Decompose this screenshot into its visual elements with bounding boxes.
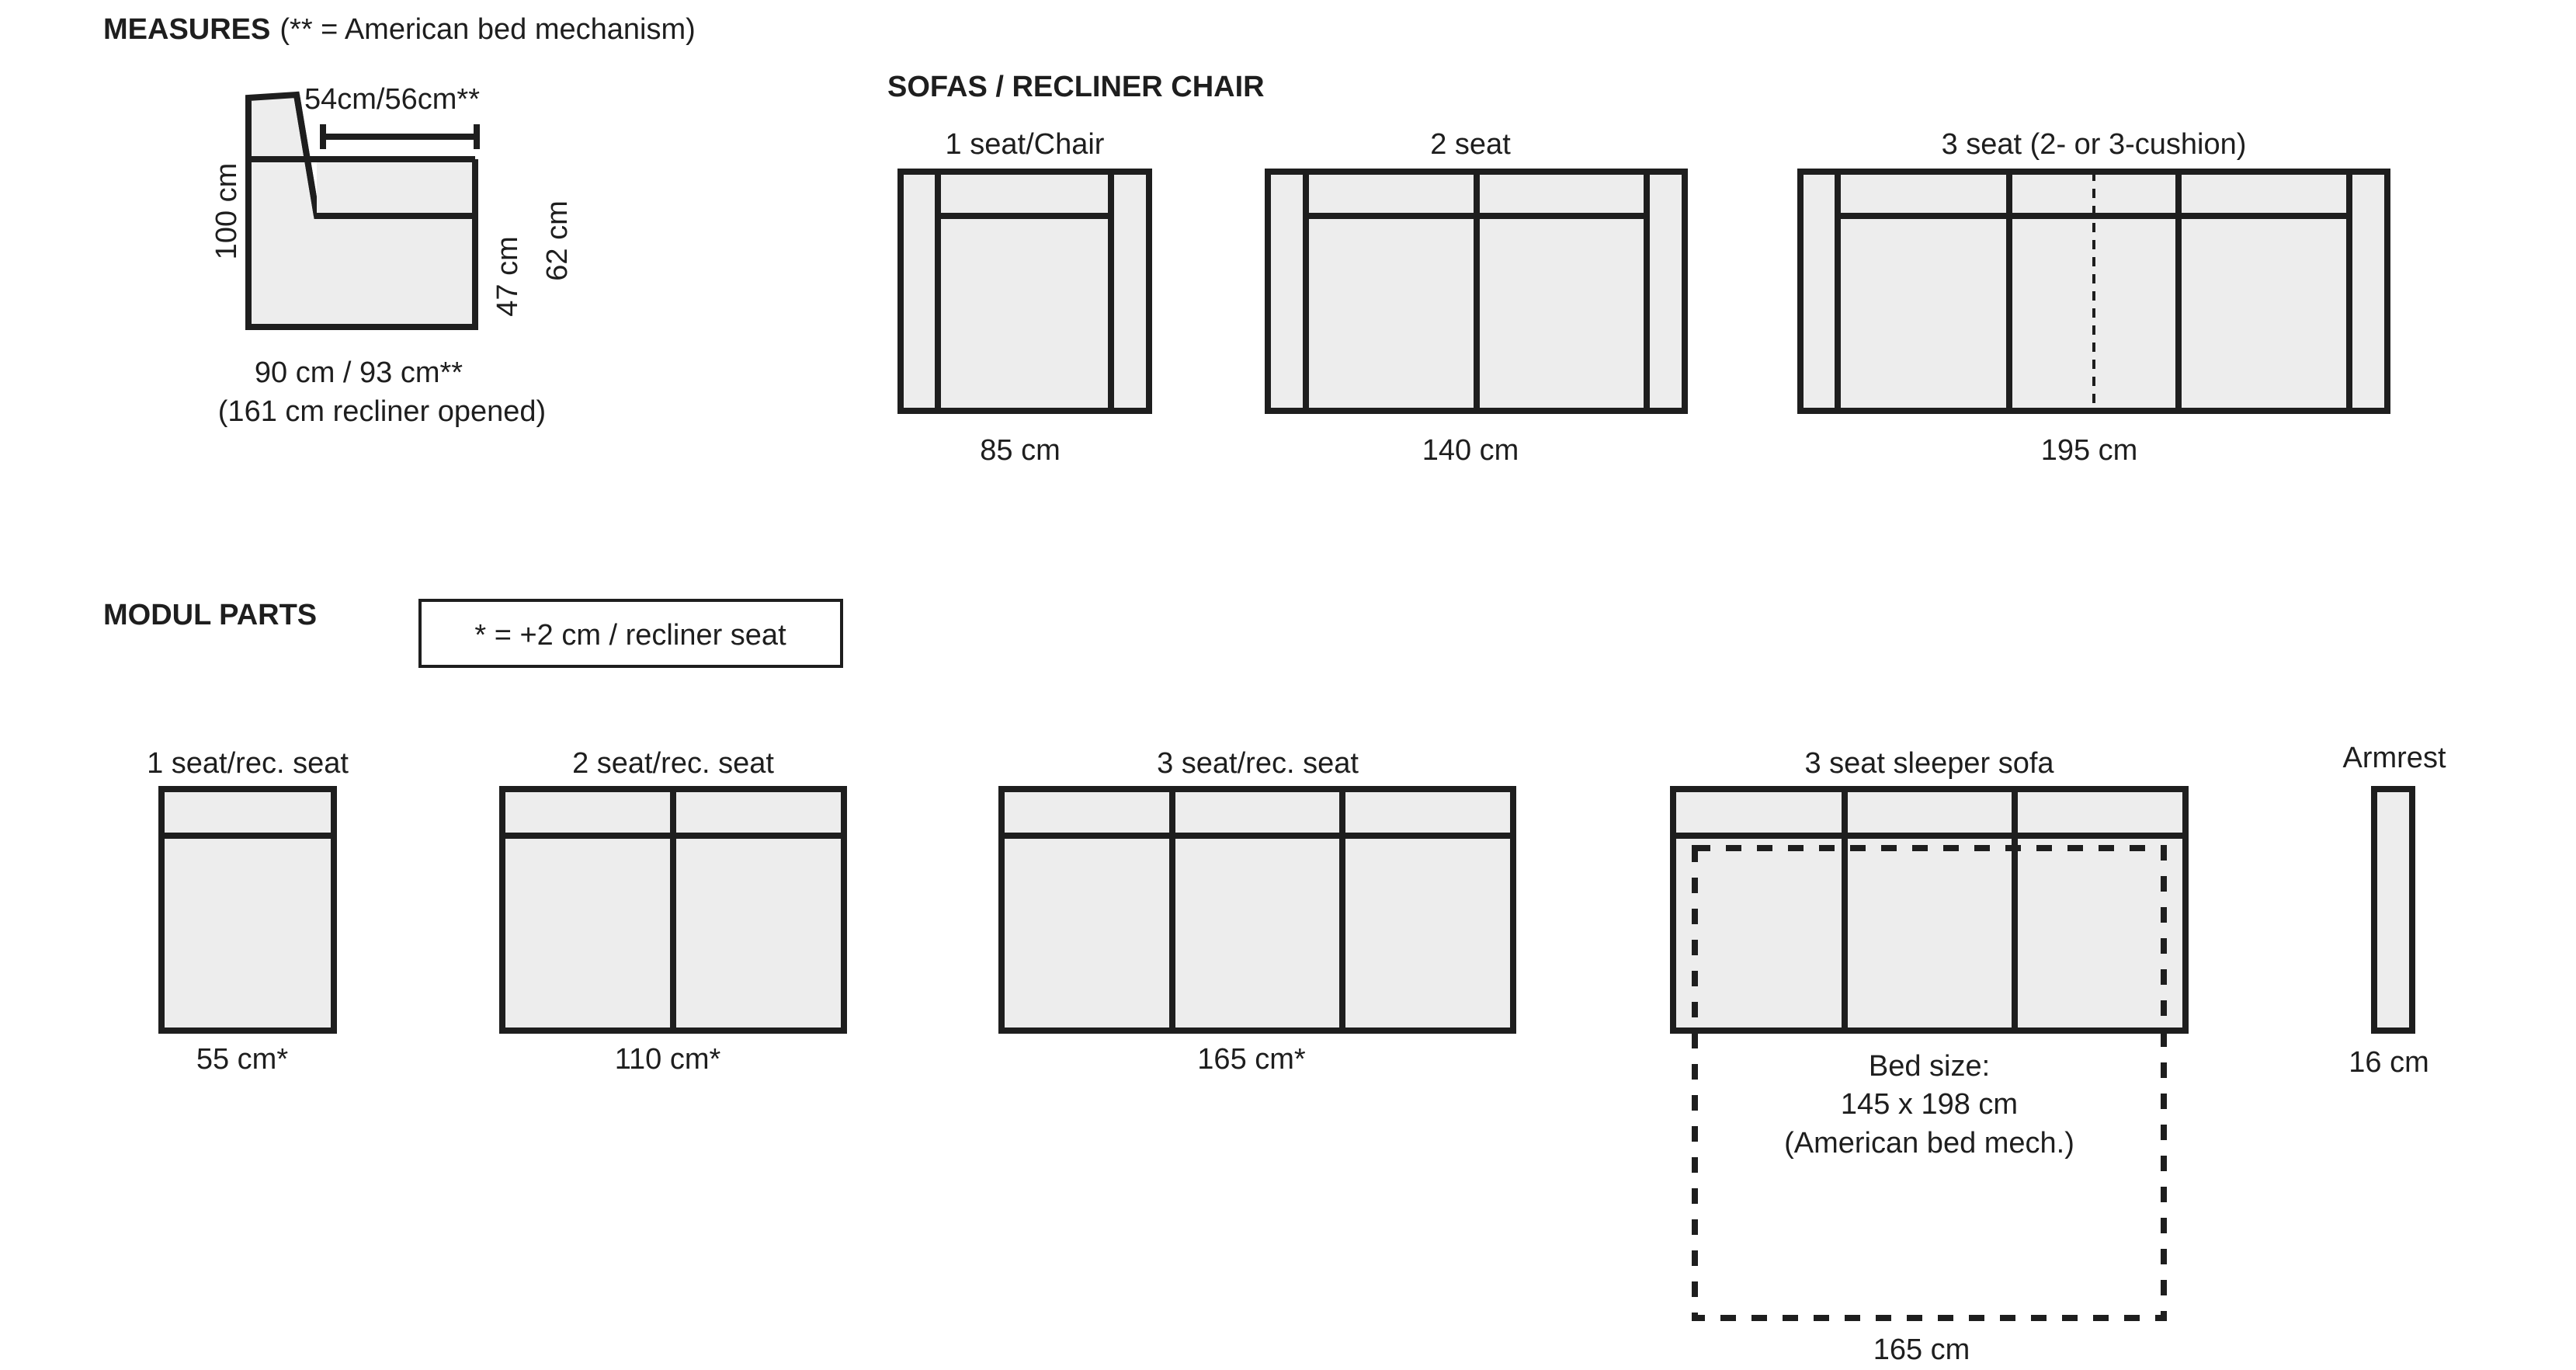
- module-1-seat-width: 55 cm*: [196, 1043, 289, 1076]
- module-2-seat-width: 110 cm*: [614, 1043, 721, 1076]
- sofa-1-seat-label: 1 seat/Chair: [945, 128, 1105, 161]
- module-armrest-label: Armrest: [2342, 742, 2446, 774]
- measures-heading: MEASURES: [103, 13, 271, 46]
- sofa-2-seat-drawing: [1268, 172, 1685, 411]
- seat-height-label: 47 cm: [491, 236, 524, 317]
- module-1-seat-drawing: [161, 789, 334, 1031]
- measures-note: (** = American bed mechanism): [279, 13, 696, 46]
- height-label: 100 cm: [210, 162, 243, 260]
- depth-label: 90 cm / 93 cm**: [254, 356, 463, 389]
- sofas-heading: SOFAS / RECLINER CHAIR: [887, 71, 1265, 103]
- bed-size-value: 145 x 198 cm: [1840, 1088, 2019, 1121]
- sofa-1-seat-width: 85 cm: [980, 434, 1061, 467]
- module-3-seat-width: 165 cm*: [1197, 1043, 1306, 1076]
- module-3-seat-label: 3 seat/rec. seat: [1157, 747, 1359, 780]
- seat-depth-label: 54cm/56cm**: [304, 83, 480, 116]
- module-armrest-width: 16 cm: [2349, 1046, 2429, 1079]
- bed-size-title: Bed size:: [1868, 1050, 1991, 1083]
- module-1-seat-label: 1 seat/rec. seat: [147, 747, 349, 780]
- module-3-seat-drawing: [1002, 789, 1513, 1031]
- sofa-3-seat-drawing: [1800, 172, 2387, 411]
- module-armrest-drawing: [2374, 789, 2412, 1031]
- sofa-1-seat-drawing: [901, 172, 1149, 411]
- module-sleeper-sofa-width: 165 cm: [1873, 1333, 1970, 1366]
- sofa-2-seat-width: 140 cm: [1422, 434, 1519, 467]
- module-2-seat-label: 2 seat/rec. seat: [572, 747, 774, 780]
- sofa-3-seat-width: 195 cm: [2040, 434, 2138, 467]
- recliner-depth-label: (161 cm recliner opened): [217, 395, 547, 428]
- side-profile-drawing: [248, 95, 477, 327]
- arm-height-label: 62 cm: [541, 200, 574, 281]
- measures-heading-line: [103, 13, 696, 46]
- modules-heading: MODUL PARTS: [103, 599, 318, 631]
- sofa-2-seat-label: 2 seat: [1430, 128, 1511, 161]
- bed-size-note: (American bed mech.): [1784, 1127, 2074, 1160]
- module-2-seat-drawing: [502, 789, 844, 1031]
- modules-note: * = +2 cm / recliner seat: [474, 619, 786, 652]
- sofa-3-seat-label: 3 seat (2- or 3-cushion): [1941, 128, 2247, 161]
- module-sleeper-sofa-label: 3 seat sleeper sofa: [1804, 747, 2054, 780]
